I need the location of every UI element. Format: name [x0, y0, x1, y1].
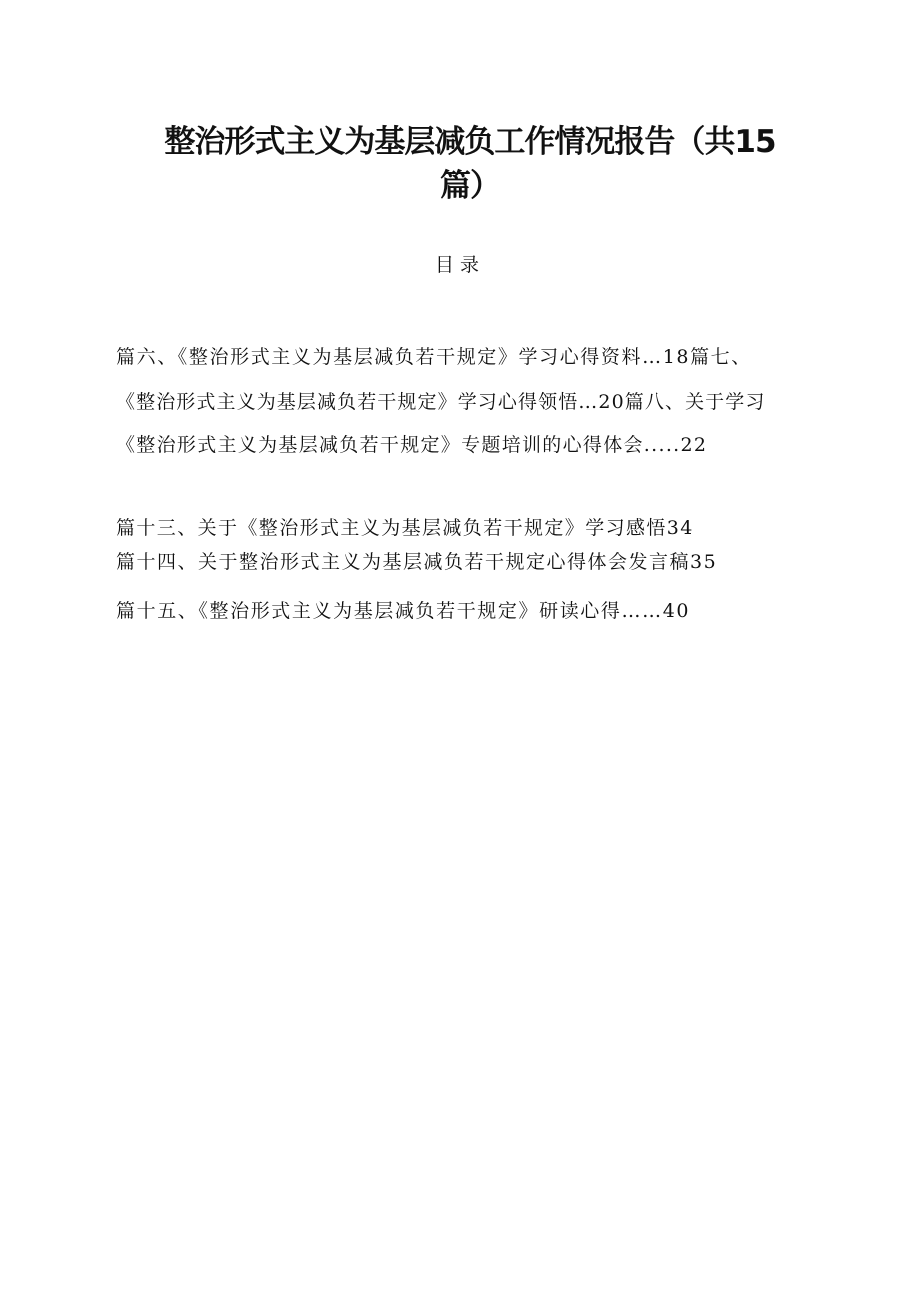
toc-entry[interactable]: 《整治形式主义为基层减负若干规定》学习心得领悟…20篇八、关于学习	[116, 391, 766, 413]
toc-entry[interactable]: 篇十三、关于《整治形式主义为基层减负若干规定》学习感悟34	[116, 517, 694, 539]
toc-entry[interactable]: 篇十五、《整治形式主义为基层减负若干规定》研读心得……40	[116, 600, 691, 622]
toc-entry[interactable]: 《整治形式主义为基层减负若干规定》专题培训的心得体会.....22	[116, 434, 708, 456]
toc-heading: 目录	[434, 254, 485, 276]
title-line-1: 整治形式主义为基层减负工作情况报告（共15	[164, 124, 776, 160]
toc-entry[interactable]: 篇十四、关于整治形式主义为基层减负若干规定心得体会发言稿35	[116, 551, 718, 573]
title-line-2: 篇）	[440, 168, 500, 204]
toc-entry[interactable]: 篇六、《整治形式主义为基层减负若干规定》学习心得资料…18篇七、	[116, 346, 752, 368]
document-title	[140, 120, 800, 208]
